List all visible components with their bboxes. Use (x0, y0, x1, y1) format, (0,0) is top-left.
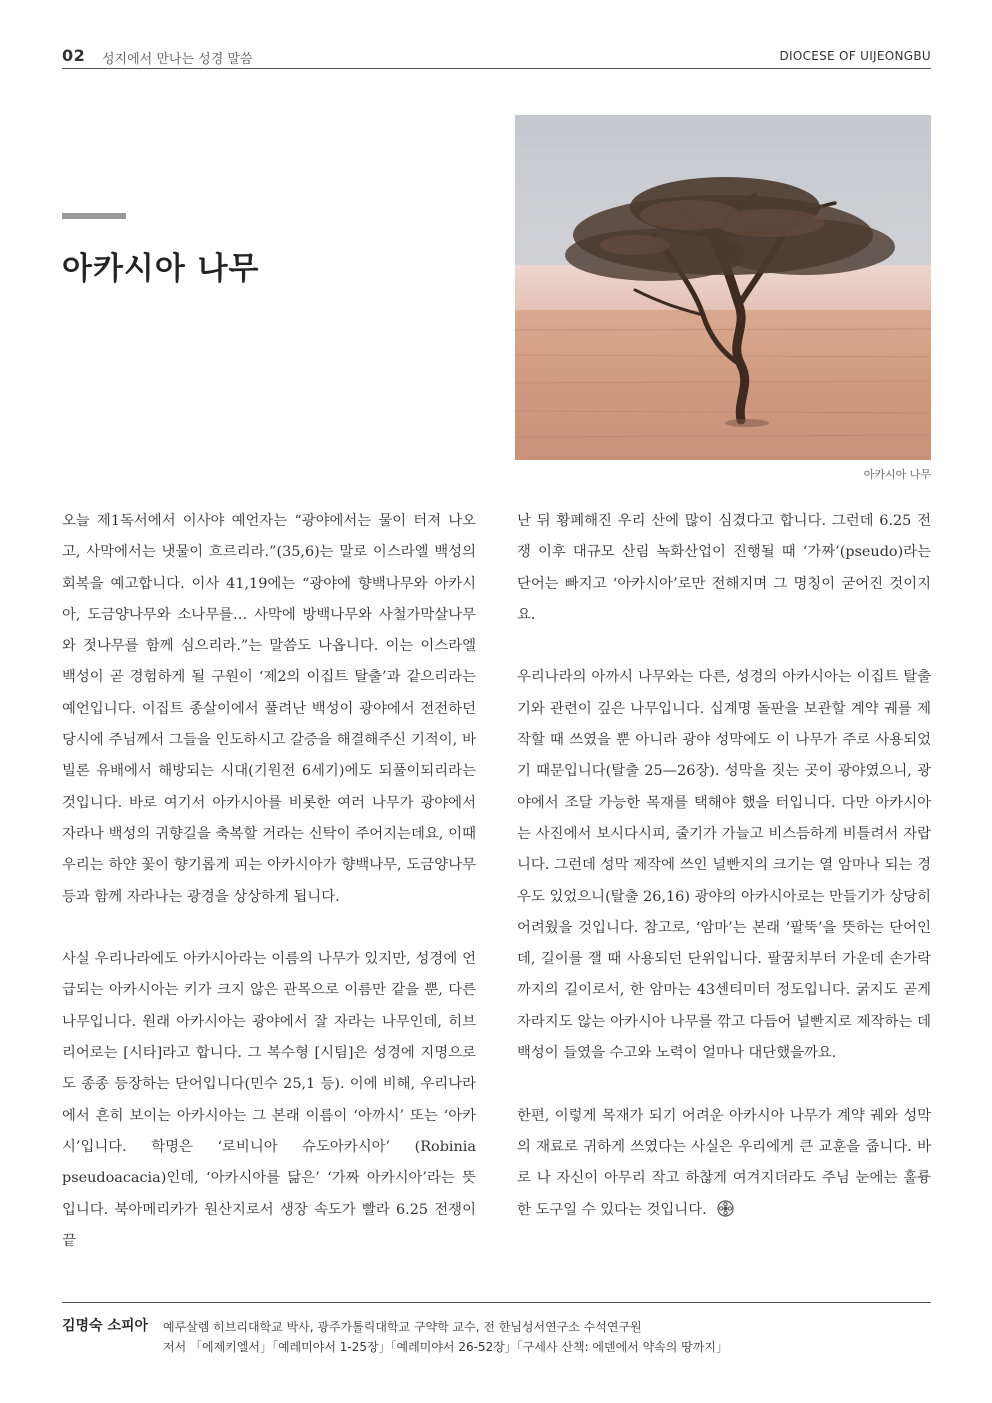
title-accent-bar (62, 213, 126, 219)
body-column-left (62, 506, 476, 1257)
author-credentials: 예루살렘 히브리대학교 박사, 광주가톨릭대학교 구약학 교수, 전 한님성서연구소 수석연구원 (163, 1320, 642, 1334)
page-number: 02 (62, 46, 86, 65)
paragraph: 난 뒤 황폐해진 우리 산에 많이 심겼다고 합니다. 그런데 6.25 전쟁 이후 대규모 산림 녹화산업이 진행될 때 ‘가짜’(pseudo)라는 단어는 빠지고 ‘아카시아’로만 전해지며 그 명칭이 굳어진 것이지요. (517, 513, 931, 623)
paragraph: 사실 우리나라에도 아카시아라는 이름의 나무가 있지만, 성경에 언급되는 아카시아는 키가 크지 않은 관목으로 이름만 같을 뿐, 다른 나무입니다. 원래 아카시아는 광야에서 잘 자라는 나무인데, 히브리어로는 [시타]라고 합니다. 그 복수형 [시팀]은 성경에 지명으로도 종종 등장하는 단어입니다(민수 25,1 등). 이에 비해, 우리나라에서 흔히 보이는 아카시아는 그 본래 이름이 ‘아까시’ 또는 ‘아카시’입니다. 학명은 ‘로비니아 슈도아카시아’ (Robinia pseudoacacia)인데, ‘아카시아를 닮은’ ‘가짜 아카시아’라는 뜻입니다. 북아메리카가 원산지로서 생장 속도가 빨라 6.25 전쟁이 끝 (62, 951, 476, 1249)
image-caption: 아카시아 나무 (863, 468, 931, 481)
body-column-right (517, 506, 931, 1226)
flower-ornament-icon (717, 1198, 734, 1215)
footer-divider (62, 1302, 931, 1303)
acacia-tree-photo (515, 115, 931, 460)
author-publications: 저서 「에제키엘서」「예레미야서 1-25장」「예레미야서 26-52장」「구세사 산책: 에덴에서 약속의 땅까지」 (163, 1340, 728, 1354)
paragraph: 오늘 제1독서에서 이사야 예언자는 “광야에서는 물이 터져 나오고, 사막에서는 냇물이 흐르리라.”(35,6)는 말로 이스라엘 백성의 회복을 예고합니다. 이사 41,19에는 “광야에 향백나무와 아카시아, 도금양나무와 소나무를… 사막에 방백나무와 사철가막살나무와 젓나무를 함께 심으리라.”는 말씀도 나옵니다. 이는 이스라엘 백성이 곧 경험하게 될 구원이 ‘제2의 이집트 탈출’과 같으리라는 예언입니다. 이집트 종살이에서 풀려난 백성이 광야에서 전전하던 당시에 주님께서 그들을 인도하시고 갈증을 해결해주신 기적이, 바빌론 유배에서 해방되는 시대(기원전 6세기)에도 되풀이되리라는 것입니다. 바로 여기서 아카시아를 비롯한 여러 나무가 광야에서 자라나 백성의 귀향길을 축복할 거라는 신탁이 주어지는데요, 이때 우리는 하얀 꽃이 향기롭게 피는 아카시아가 향백나무, 도금양나무 등과 함께 자라나는 광경을 상상하게 됩니다. (62, 513, 476, 905)
author-bio (163, 1317, 728, 1357)
page-header (62, 44, 931, 68)
paragraph-text: 한편, 이렇게 목재가 되기 어려운 아카시아 나무가 계약 궤와 성막의 재료로 귀하게 쓰였다는 사실은 우리에게 큰 교훈을 줍니다. 바로 나 자신이 아무리 작고 하찮게 여겨지더라도 주님 눈에는 훌륭한 도구일 수 있다는 것입니다. (517, 1107, 931, 1218)
closing-paragraph (517, 1101, 931, 1226)
publisher-name: DIOCESE OF UIJEONGBU (779, 49, 931, 63)
paragraph: 우리나라의 아까시 나무와는 다른, 성경의 아카시아는 이집트 탈출기와 관련이 깊은 나무입니다. 십계명 돌판을 보관할 계약 궤를 제작할 때 쓰였을 뿐 아니라 광야 성막에도 이 나무가 주로 사용되었기 때문입니다(탈출 25—26장). 성막을 짓는 곳이 광야였으니, 광야에서 조달 가능한 목재를 택해야 했을 터입니다. 다만 아카시아는 사진에서 보시다시피, 줄기가 가늘고 비스듬하게 비틀려서 자랍니다. 그런데 성막 제작에 쓰인 널빤지의 크기는 열 암마나 되는 경우도 있었으니(탈출 26,16) 광야의 아카시아로는 만들기가 상당히 어려웠을 것입니다. 참고로, ‘암마’는 본래 ‘팔뚝’을 뜻하는 단어인데, 길이를 잴 때 사용되던 단위입니다. 팔꿈치부터 가운데 손가락까지의 길이로서, 한 암마는 43센티미터 정도입니다. 굵지도 곧게 자라지도 않는 아카시아 나무를 깎고 다듬어 널빤지로 제작하는 데 백성이 들였을 수고와 노력이 얼마나 대단했을까요. (517, 669, 931, 1062)
author-name: 김명숙 소피아 (62, 1318, 149, 1334)
article-title: 아카시아 나무 (62, 251, 260, 287)
section-title: 성지에서 만나는 성경 말씀 (102, 52, 253, 67)
header-divider (62, 68, 931, 69)
